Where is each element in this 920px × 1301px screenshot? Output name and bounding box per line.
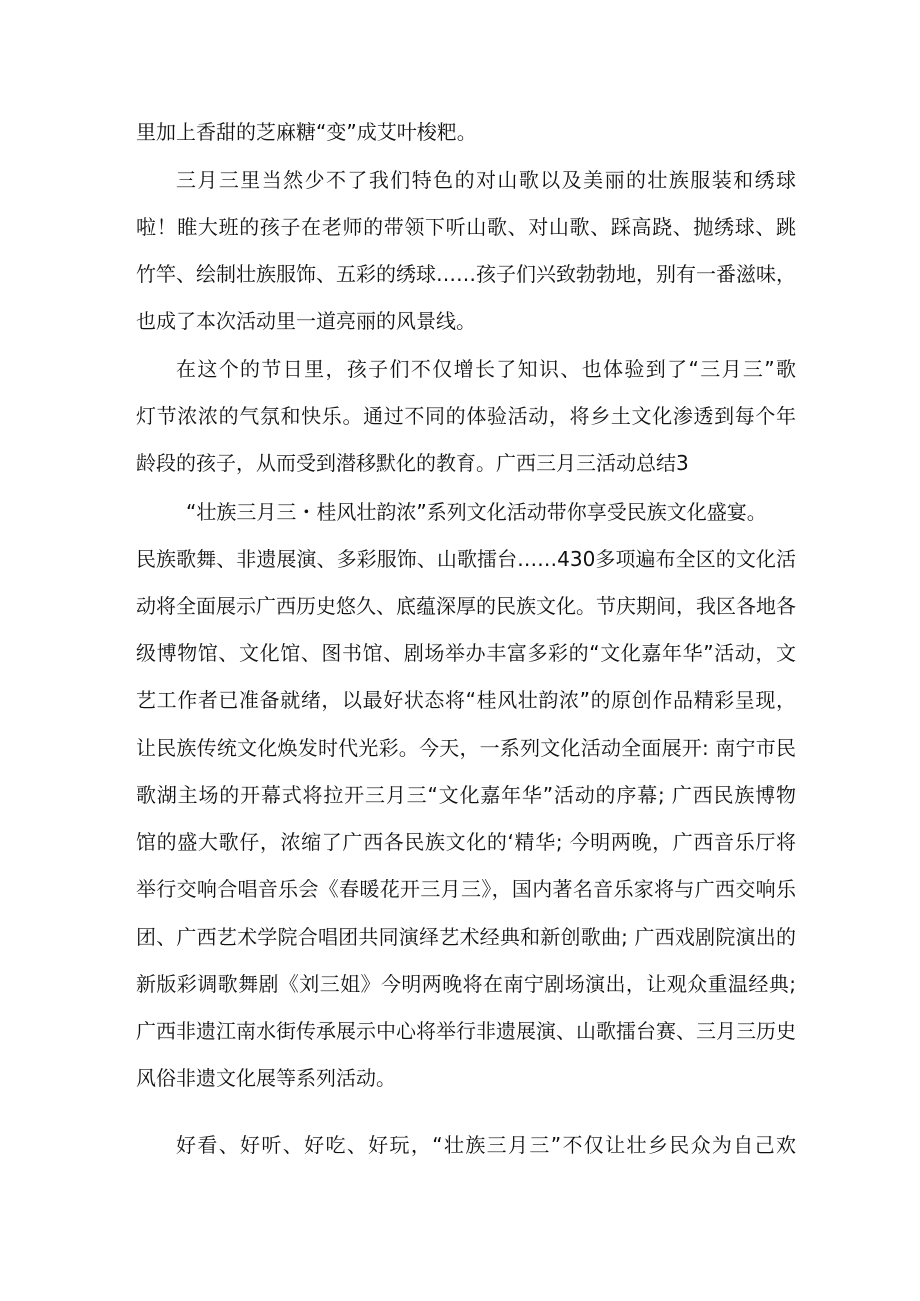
text-line: 团、广西艺术学院合唱团共同演绎艺术经典和新创歌曲; 广西戏剧院演出的: [136, 925, 796, 949]
paragraph-first-line: 在这个的节日里，孩子们不仅增长了知识、也体验到了“三月三”歌: [176, 357, 796, 381]
text-line: 级博物馆、文化馆、图书馆、剧场举办丰富多彩的“文化嘉年华”活动，文: [136, 641, 796, 665]
paragraph-first-line: “壮族三月三・桂风壮韵浓”系列文化活动带你享受民族文化盛宴。: [186, 500, 767, 524]
text-line: 啦！睢大班的孩子在老师的带领下听山歌、对山歌、踩高跷、抛绣球、跳: [136, 215, 796, 239]
text-line: 竹竿、绘制壮族服饰、五彩的绣球……孩子们兴致勃勃地，别有一番滋味，: [136, 262, 796, 286]
text-line: 举行交响合唱音乐会《春暖花开三月三》，国内著名音乐家将与广西交响乐: [136, 877, 796, 901]
paragraph-first-line: 好看、好听、好吃、好玩，“壮族三月三”不仅让壮乡民众为自己欢: [176, 1133, 796, 1157]
text-line: 让民族传统文化焕发时代光彩。今天，一系列文化活动全面展开: 南宁市民: [136, 736, 796, 760]
text-line: 民族歌舞、非遗展演、多彩服饰、山歌擂台……430多项遍布全区的文化活: [136, 547, 796, 571]
text-line: 龄段的孩子，从而受到潜移默化的教育。广西三月三活动总结3: [136, 451, 689, 475]
text-line: 风俗非遗文化展等系列活动。: [136, 1066, 396, 1090]
text-line: 也成了本次活动里一道亮丽的风景线。: [136, 309, 476, 333]
paragraph-first-line: 三月三里当然少不了我们特色的对山歌以及美丽的壮族服装和绣球: [176, 168, 796, 192]
text-line: 歌湖主场的开幕式将拉开三月三“文化嘉年华”活动的序幕; 广西民族博物: [136, 783, 796, 807]
text-line: 动将全面展示广西历史悠久、底蕴深厚的民族文化。节庆期间，我区各地各: [136, 594, 796, 618]
text-line: 灯节浓浓的气氛和快乐。通过不同的体验活动，将乡土文化渗透到每个年: [136, 404, 796, 428]
text-line: 里加上香甜的芝麻糖“变”成艾叶梭粑。: [136, 120, 477, 144]
text-line: 艺工作者已准备就绪，以最好状态将“桂风壮韵浓”的原创作品精彩呈现，: [136, 688, 796, 712]
text-line: 新版彩调歌舞剧《刘三姐》今明两晚将在南宁剧场演出，让观众重温经典;: [136, 972, 796, 996]
text-line: 馆的盛大歌仔，浓缩了广西各民族文化的‘精华; 今明两晚，广西音乐厅将: [136, 830, 796, 854]
text-line: 广西非遗江南水街传承展示中心将举行非遗展演、山歌擂台赛、三月三历史: [136, 1019, 796, 1043]
